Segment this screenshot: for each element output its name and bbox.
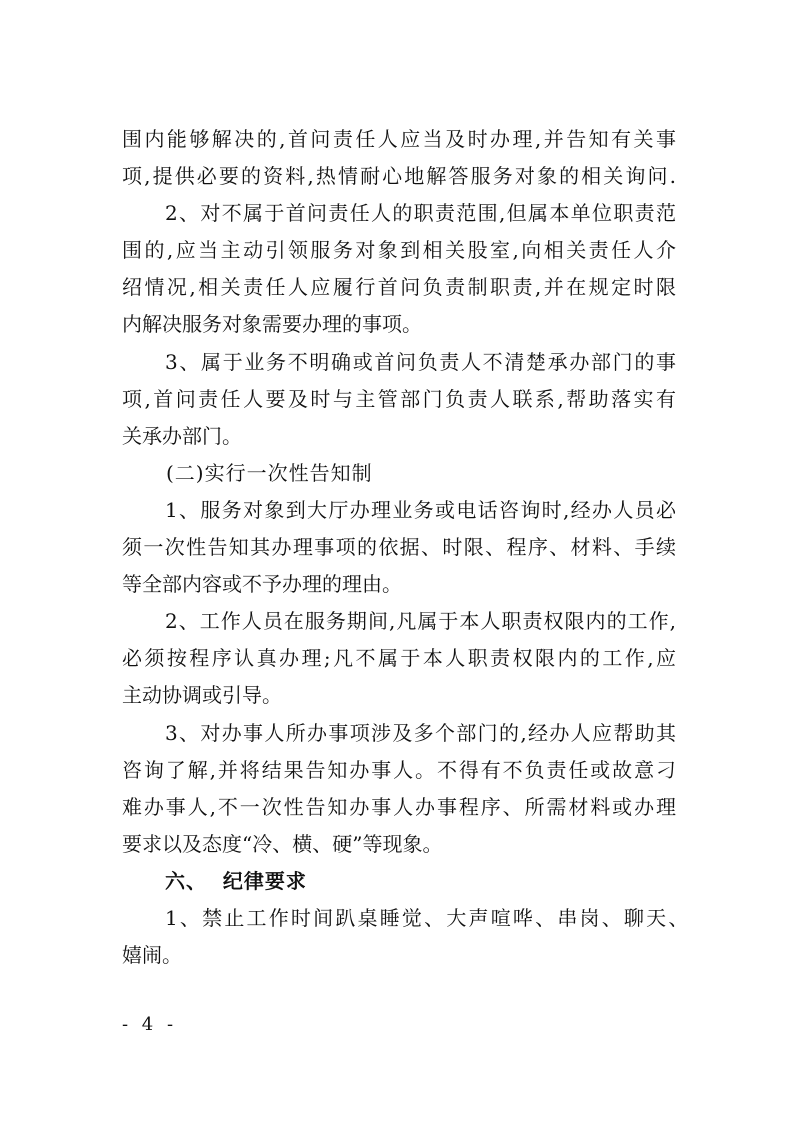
paragraph-line: 主动协调或引导。: [122, 683, 282, 708]
paragraph-line: 绍情况,相关责任人应履行首问负责制职责,并在规定时限: [122, 275, 676, 300]
list-item-line: 2、对不属于首问责任人的职责范围,但属本单位职责范: [165, 201, 676, 226]
paragraph-line: 项,提供必要的资料,热情耐心地解答服务对象的相关询问.: [122, 164, 676, 189]
paragraph-line: 嬉闹。: [122, 943, 182, 968]
list-item-line: 1、服务对象到大厅办理业务或电话咨询时,经办人员必: [165, 497, 676, 522]
subsection-heading: (二)实行一次性告知制: [166, 460, 373, 485]
list-item-line: 3、属于业务不明确或首问负责人不清楚承办部门的事: [165, 349, 676, 374]
paragraph-line: 围的,应当主动引领服务对象到相关股室,向相关责任人介: [122, 238, 676, 263]
list-item-line: 2、工作人员在服务期间,凡属于本人职责权限内的工作,: [165, 609, 676, 634]
section-heading: 六、 纪律要求: [165, 868, 307, 893]
paragraph-line: 围内能够解决的,首问责任人应当及时办理,并告知有关事: [122, 127, 676, 151]
document-body: [122, 121, 691, 974]
list-item-line: 3、对办事人所办事项涉及多个部门的,经办人应帮助其: [165, 720, 676, 745]
paragraph-line: 须一次性告知其办理事项的依据、时限、程序、材料、手续: [122, 535, 676, 560]
paragraph-line: 内解决服务对象需要办理的事项。: [122, 312, 422, 337]
paragraph-line: 要求以及态度“冷、横、硬”等现象。: [122, 831, 443, 856]
paragraph-line: 项,首问责任人要及时与主管部门负责人联系,帮助落实有: [122, 386, 676, 411]
paragraph-line: 必须按程序认真办理;凡不属于本人职责权限内的工作,应: [122, 646, 676, 671]
list-item-line: 1、禁止工作时间趴桌睡觉、大声喧哗、串岗、聊天、: [165, 905, 691, 930]
paragraph-line: 咨询了解,并将结果告知办事人。不得有不负责任或故意刁: [122, 757, 676, 782]
page-number: - 4 -: [122, 1014, 178, 1035]
paragraph-line: 关承办部门。: [122, 423, 242, 448]
paragraph-line: 难办事人,不一次性告知办事人办事程序、所需材料或办理: [122, 794, 676, 819]
paragraph-line: 等全部内容或不予办理的理由。: [122, 572, 402, 597]
